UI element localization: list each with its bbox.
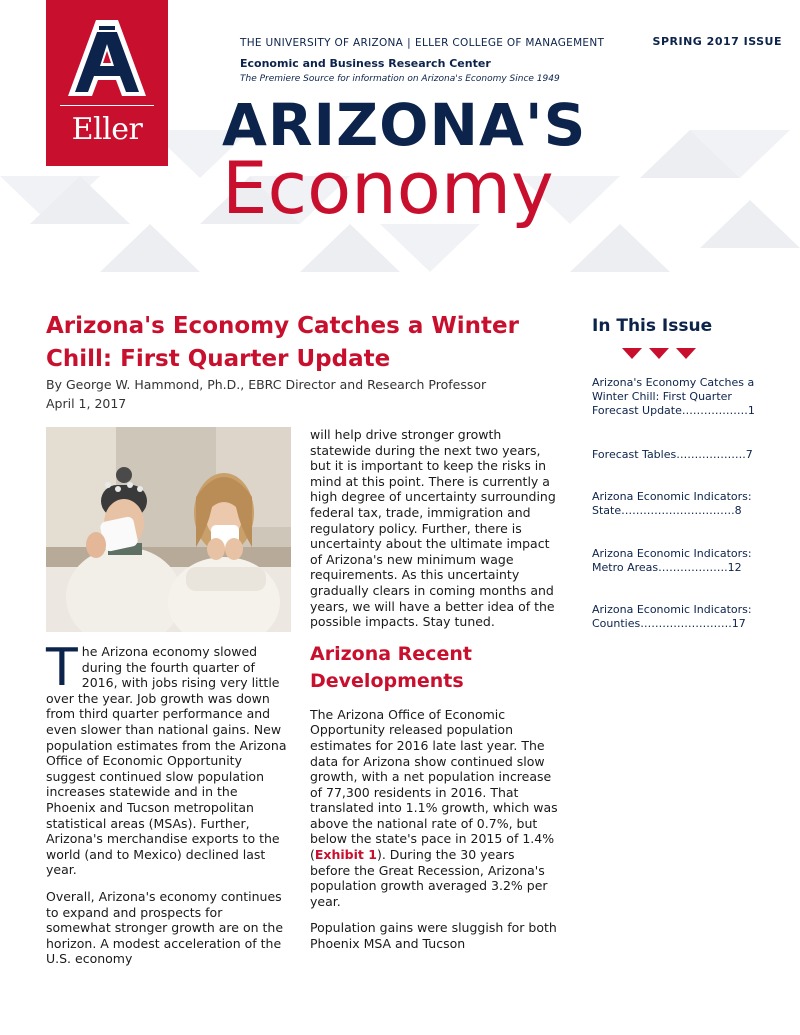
issue-label: SPRING 2017 ISSUE [652, 35, 782, 48]
decor-triangle [570, 224, 670, 272]
section-subhead: Arizona Recent Developments [310, 642, 472, 692]
article-paragraph: Overall, Arizona's economy continues to expand and prospects for somewhat stronger growth are on the horizon. A modest acceleration of the U.S. economy [46, 888, 284, 967]
article-headline: Arizona's Economy Catches a Winter Chill: First Quarter Update [46, 313, 519, 372]
decor-triangle [700, 200, 800, 248]
masthead-banner [0, 0, 800, 272]
decor-triangle [690, 130, 790, 178]
toc-item-economy-update[interactable]: Arizona's Economy Catches a Winter Chill: First Quarter Forecast Update………………1 [592, 376, 755, 417]
separator: | [407, 37, 412, 49]
article-paragraph [46, 638, 291, 878]
block-a-logo-icon [66, 16, 148, 98]
article-date: April 1, 2017 [46, 396, 127, 411]
toc-item-forecast-tables[interactable]: Forecast Tables……………….7 [592, 448, 753, 461]
eller-logo [46, 0, 168, 166]
logo-wordmark: Eller [71, 112, 143, 147]
decor-triangle [380, 224, 480, 272]
article-paragraph [310, 707, 558, 910]
decor-triangle [100, 224, 200, 272]
toc-item-indicators-counties[interactable]: Arizona Economic Indicators: Counties…………………….17 [592, 603, 752, 630]
center-name: Economic and Business Research Center [240, 57, 491, 70]
masthead-title-line2: Economy [222, 146, 554, 230]
university-name: THE UNIVERSITY OF ARIZONA [240, 37, 404, 49]
article-photo [46, 427, 291, 632]
paragraph-text: ). During the 30 years before the Great Recession, Arizona's population growth averaged 3.2% per year. [310, 847, 548, 909]
college-name: ELLER COLLEGE OF MANAGEMENT [415, 37, 605, 49]
toc-item-indicators-metro[interactable]: Arizona Economic Indicators: Metro Areas……………….12 [592, 547, 752, 574]
article-column-left [46, 638, 291, 978]
paragraph-text: he Arizona economy slowed during the fourth quarter of 2016, with jobs rising very little over the year. Job growth was down from third quarter performance and even slower than national gains. New population estimates from the Arizona Office of Economic Opportunity suggest continued slow population increases statewide and in the Phoenix and Tucson metropolitan statistical areas (MSAs). Further, Arizona's merchandise exports to the world (and to Mexico) declined last year. [46, 644, 287, 878]
toc-title: In This Issue [592, 316, 713, 336]
logo-rule [60, 105, 154, 106]
university-line [240, 37, 604, 49]
tagline: The Premiere Source for information on Arizona's Economy Since 1949 [240, 74, 560, 84]
article-paragraph: will help drive stronger growth statewide during the next two years, but it is important to keep the risks in mind at this point. There is currently a high degree of uncertainty surrounding federal tax, trade, immigration and regulatory policy. Further, there is uncertainty about the ultimate impact of Arizona's new minimum wage requirements. As this uncertainty gradually clears in coming months and years, we will have a better idea of the possible impacts. Stay tuned. [310, 427, 556, 630]
decor-triangle [30, 176, 130, 224]
drop-cap: T [46, 638, 78, 698]
exhibit-1-link[interactable]: Exhibit 1 [314, 847, 377, 863]
masthead-title-line1: ARIZONA'S [222, 91, 587, 159]
article-byline: By George W. Hammond, Ph.D., EBRC Director and Research Professor [46, 377, 487, 392]
article-paragraph: Population gains were sluggish for both Phoenix MSA and Tucson [310, 920, 557, 952]
sick-couple-illustration [46, 427, 291, 632]
paragraph-text: The Arizona Office of Economic Opportunity released population estimates for 2016 late last year. The data for Arizona show continued slow growth, with a net population increase of 77,300 residents in 2016. That translated into 1.1% growth, which was above the national rate of 0.7%, but below the state's pace in 2015 of 1.4% ( [310, 706, 558, 863]
article-column-middle [310, 427, 558, 963]
toc-item-indicators-state[interactable]: Arizona Economic Indicators: State………………………….8 [592, 490, 752, 517]
toc-triangles-icon [622, 348, 702, 360]
